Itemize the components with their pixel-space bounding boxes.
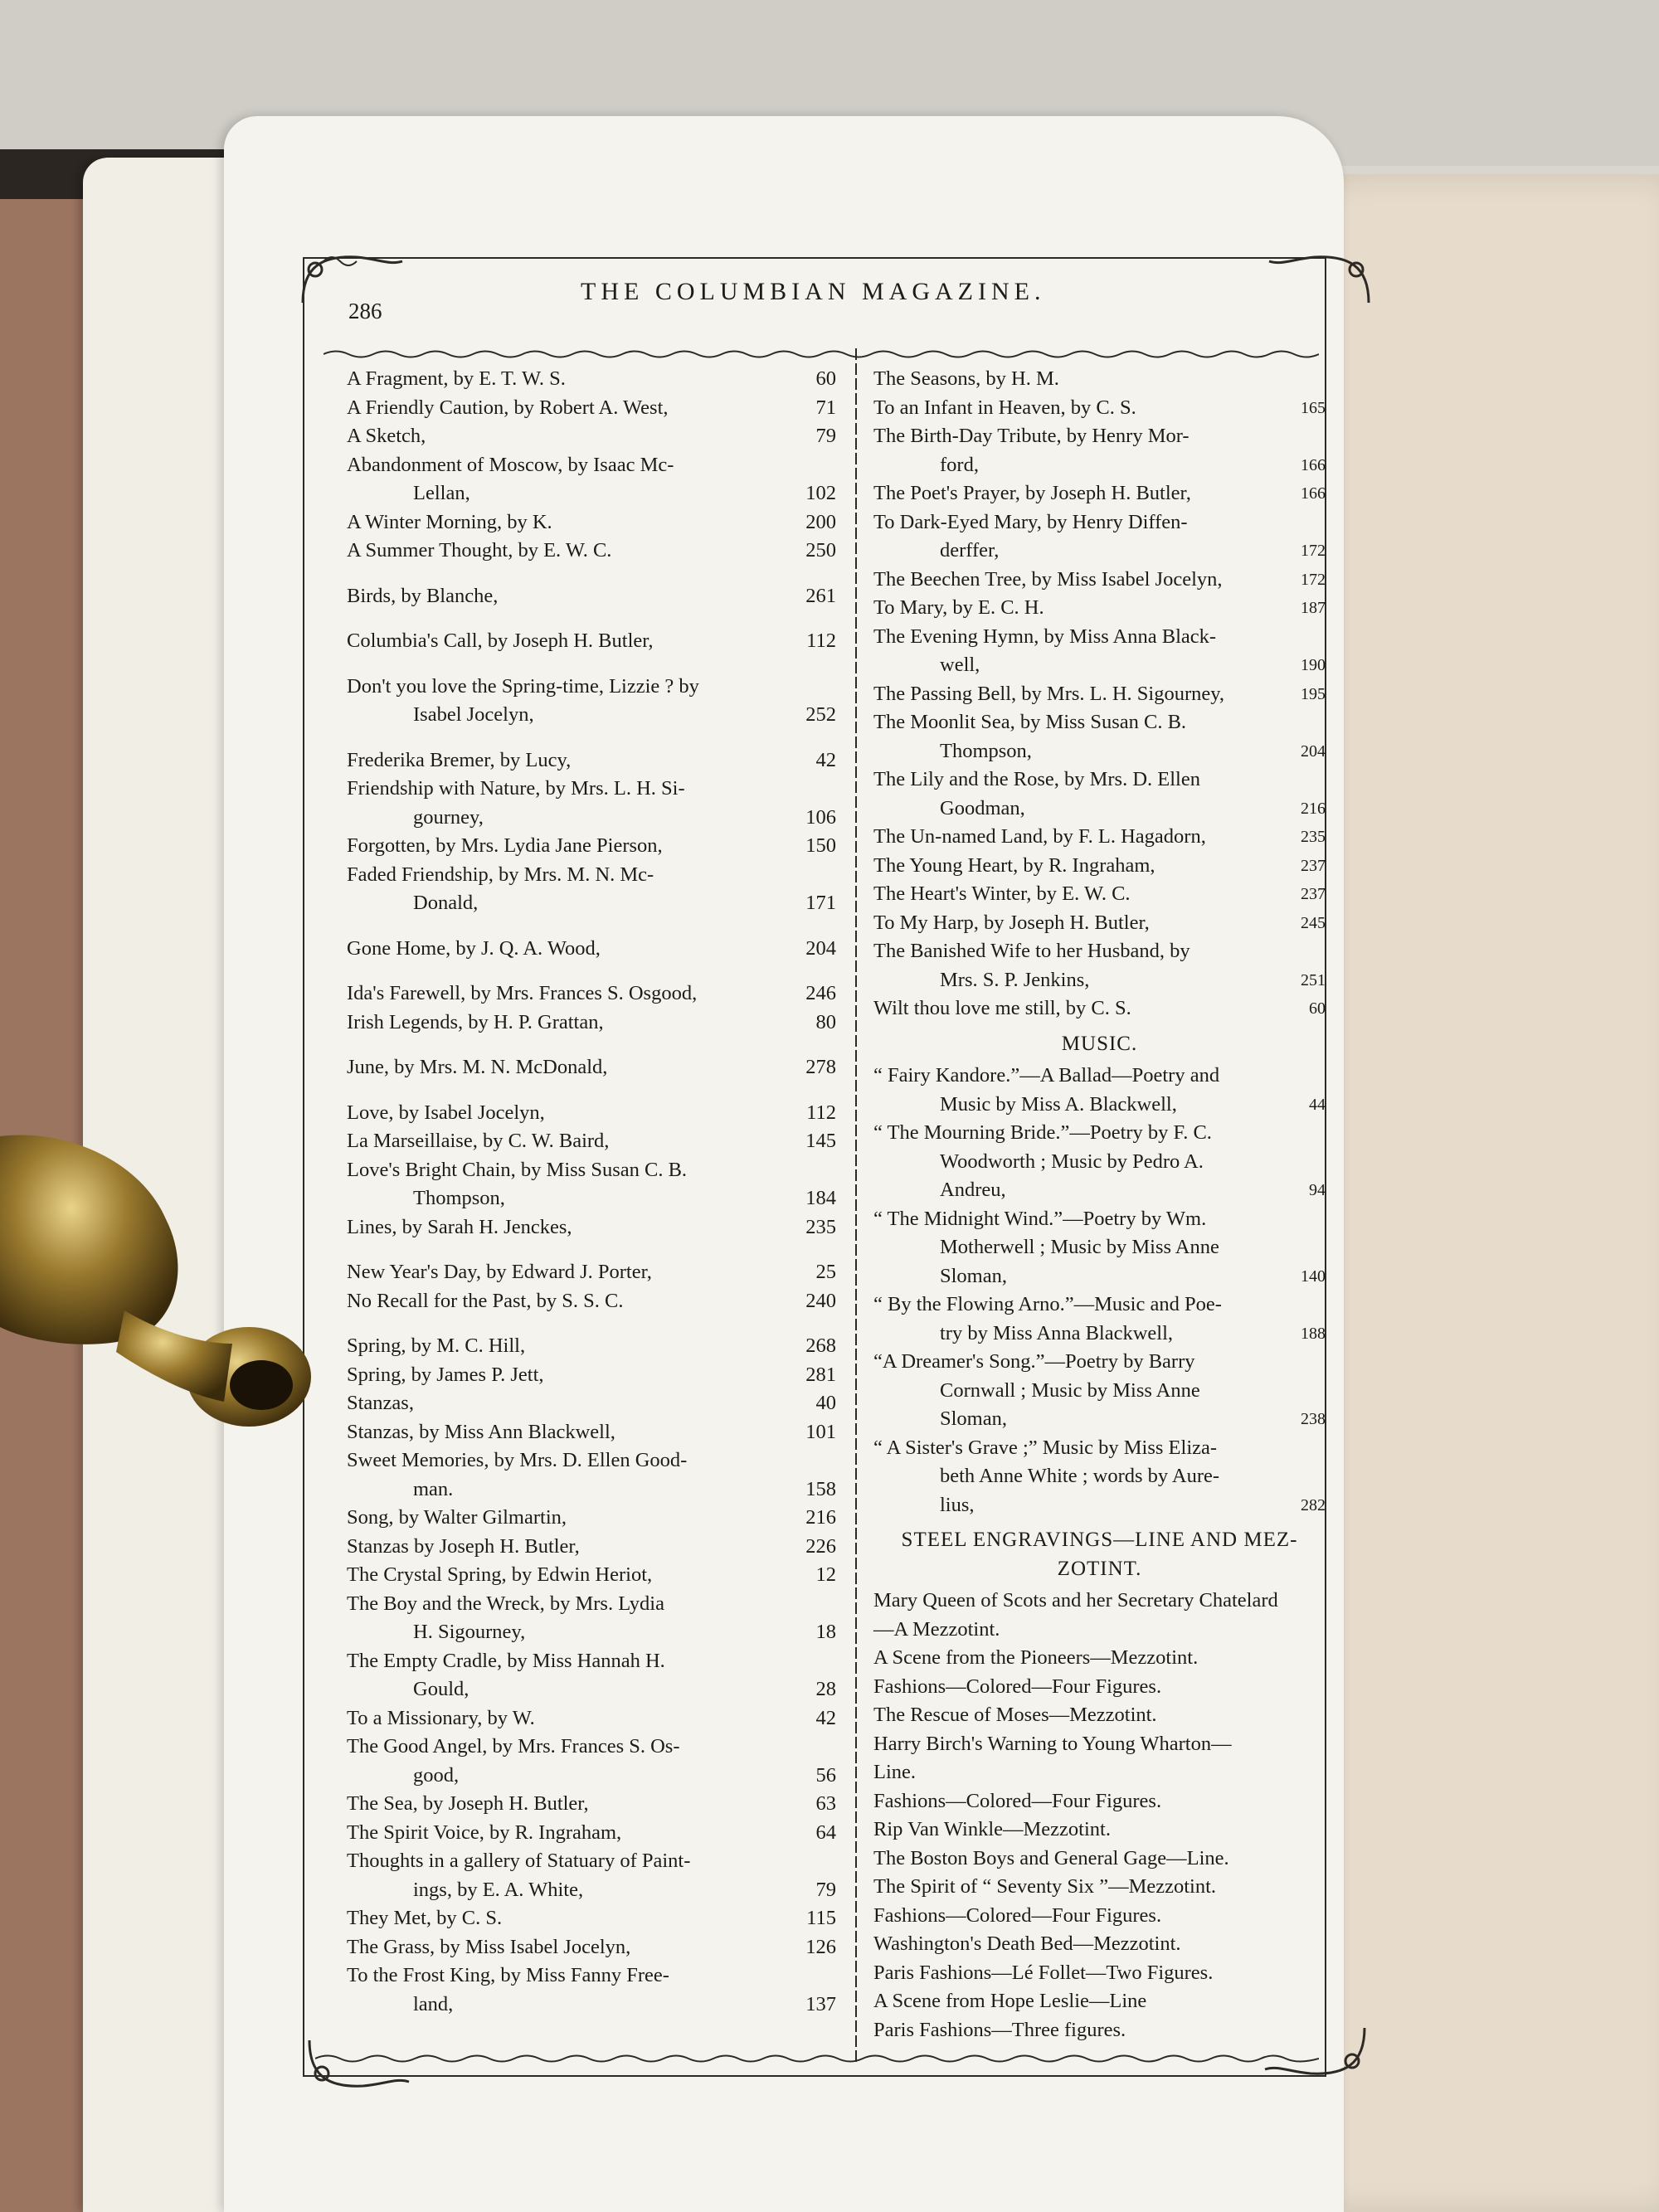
left-entry-page: 71: [815, 396, 836, 419]
left-entry-title: To a Missionary, by W.: [347, 1706, 535, 1729]
music-entry-page: 188: [1301, 1324, 1326, 1343]
music-entry-title: Cornwall ; Music by Miss Anne: [940, 1378, 1200, 1402]
left-entry-page: 60: [815, 367, 836, 390]
left-entry-title: A Fragment, by E. T. W. S.: [347, 367, 566, 390]
left-entry-title: Love, by Isabel Jocelyn,: [347, 1101, 545, 1124]
right-entry-title: ford,: [940, 453, 979, 476]
right-entry: [873, 852, 1326, 881]
left-entry-title: A Sketch,: [347, 425, 426, 447]
left-entry-title: The Boy and the Wreck, by Mrs. Lydia: [347, 1592, 664, 1615]
right-entry-title: To an Infant in Heaven, by C. S.: [873, 396, 1136, 419]
contents-column-right: [873, 365, 1326, 2044]
left-entry-page: 252: [805, 703, 836, 726]
left-entry: [347, 1213, 836, 1242]
left-entry: [347, 1156, 836, 1213]
left-entry-title: Abandonment of Moscow, by Isaac Mc-: [347, 453, 674, 476]
right-entry: [873, 508, 1326, 566]
left-entry-title: The Empty Cradle, by Miss Hannah H.: [347, 1649, 665, 1672]
right-entry-page: 235: [1301, 828, 1326, 846]
engraving-entry-title: Paris Fashions—Three figures.: [873, 2018, 1126, 2041]
left-entry-title: To the Frost King, by Miss Fanny Free-: [347, 1964, 669, 1986]
left-entry: [347, 1533, 836, 1562]
left-entry-title: ings, by E. A. White,: [413, 1878, 584, 1901]
left-entry-page: 126: [805, 1935, 836, 1958]
left-entry-page: 235: [805, 1215, 836, 1238]
right-entry: [873, 994, 1326, 1023]
right-entry-title: well,: [940, 654, 980, 676]
left-entry-page: 145: [805, 1130, 836, 1152]
right-entry-title: The Un-named Land, by F. L. Hagadorn,: [873, 825, 1206, 848]
left-entry-page: 250: [805, 539, 836, 562]
left-entry-page: 64: [815, 1821, 836, 1844]
left-entry: [347, 980, 836, 1009]
left-entry-title: Faded Friendship, by Mrs. M. N. Mc-: [347, 863, 654, 886]
music-entry: [873, 1291, 1326, 1348]
right-entry-page: 172: [1301, 542, 1326, 560]
music-entry-title: “ Fairy Kandore.”—A Ballad—Poetry and: [873, 1064, 1220, 1087]
music-entry-title: lius,: [940, 1493, 975, 1516]
right-entry-title: The Seasons, by H. M.: [873, 367, 1059, 390]
left-entry-title: Thompson,: [413, 1187, 505, 1209]
left-entry-title: No Recall for the Past, by S. S. C.: [347, 1289, 624, 1312]
engraving-entry: [873, 1987, 1326, 2016]
engraving-entry-title: Fashions—Colored—Four Figures.: [873, 1903, 1162, 1927]
left-entry-page: 42: [815, 748, 836, 771]
left-entry-title: Love's Bright Chain, by Miss Susan C. B.: [347, 1158, 688, 1181]
left-entry-page: 268: [805, 1334, 836, 1357]
left-entry: [347, 1647, 836, 1704]
left-entry-title: Isabel Jocelyn,: [413, 703, 534, 726]
right-entry-title: derffer,: [940, 539, 1000, 562]
left-entry-title: Stanzas, by Miss Ann Blackwell,: [347, 1420, 615, 1443]
engraving-entry: [873, 1673, 1326, 1702]
left-entry: [347, 746, 836, 775]
right-entry: [873, 623, 1326, 680]
right-entry-title: The Banished Wife to her Husband, by: [873, 940, 1190, 962]
music-entry: [873, 1119, 1326, 1205]
left-entry: [347, 1733, 836, 1790]
music-entry-page: 140: [1301, 1266, 1326, 1286]
right-entry-title: To My Harp, by Joseph H. Butler,: [873, 911, 1150, 934]
engraving-entry-title: —A Mezzotint.: [873, 1617, 1000, 1641]
music-entry-title: Sloman,: [940, 1264, 1007, 1287]
engravings-entries: [873, 1587, 1326, 2044]
right-entry: [873, 880, 1326, 909]
engraving-entry: [873, 2016, 1326, 2045]
corner-ornament-top-right-icon: [1265, 249, 1373, 307]
left-entry-title: H. Sigourney,: [413, 1621, 526, 1643]
left-entry-title: The Good Angel, by Mrs. Frances S. Os-: [347, 1735, 680, 1757]
left-entry-page: 18: [815, 1621, 836, 1643]
left-entry-title: June, by Mrs. M. N. McDonald,: [347, 1056, 608, 1078]
engraving-entry: [873, 1959, 1326, 1988]
left-entry-title: They Met, by C. S.: [347, 1907, 503, 1929]
left-entry-title: land,: [413, 1992, 454, 2015]
left-entry: [347, 1127, 836, 1156]
column-divider: [850, 348, 862, 2065]
left-entry-page: 106: [805, 805, 836, 829]
left-entry-page: 79: [815, 425, 836, 447]
left-entry-page: 79: [815, 1878, 836, 1901]
left-entry-title: Columbia's Call, by Joseph H. Butler,: [347, 630, 654, 652]
music-entries: [873, 1062, 1326, 1519]
left-entry-page: 200: [805, 510, 836, 533]
right-entry: [873, 422, 1326, 479]
right-entry: [873, 394, 1326, 423]
left-entry-page: 112: [806, 630, 836, 652]
music-entry-page: 238: [1301, 1410, 1326, 1428]
left-entry-page: 171: [805, 892, 836, 914]
left-entry-title: The Spirit Voice, by R. Ingraham,: [347, 1821, 622, 1844]
engraving-entry: [873, 1587, 1326, 1644]
left-entry-page: 137: [805, 1992, 836, 2015]
left-entry-title: Friendship with Nature, by Mrs. L. H. Si-: [347, 777, 685, 800]
right-entry-title: To Dark-Eyed Mary, by Henry Diffen-: [873, 510, 1188, 533]
right-entry: [873, 594, 1326, 623]
left-entry: [347, 537, 836, 566]
left-entry: [347, 1418, 836, 1447]
music-entry-title: “ A Sister's Grave ;” Music by Miss Eliza-: [873, 1436, 1218, 1459]
engraving-entry: [873, 1730, 1326, 1787]
left-entry-page: 102: [805, 482, 836, 504]
engraving-entry: [873, 1873, 1326, 1902]
left-entry-page: 281: [805, 1363, 836, 1386]
poetry-entries: [873, 365, 1326, 1023]
left-entry: [347, 1287, 836, 1316]
left-entry-title: good,: [413, 1763, 460, 1787]
right-entry-page: 172: [1301, 570, 1326, 589]
right-entry: [873, 566, 1326, 595]
footer-rule: [315, 2053, 1319, 2064]
engravings-heading-line: STEEL ENGRAVINGS—LINE AND MEZ-: [901, 1529, 1298, 1551]
left-entry-page: 42: [815, 1706, 836, 1729]
left-entry-title: Birds, by Blanche,: [347, 584, 499, 607]
engraving-entry: [873, 1701, 1326, 1730]
music-entry-title: “ By the Flowing Arno.”—Music and Poe-: [873, 1293, 1222, 1315]
left-entry-title: Lellan,: [413, 482, 470, 504]
left-entry: [347, 1790, 836, 1819]
engraving-entry-title: A Scene from the Pioneers—Mezzotint.: [873, 1646, 1199, 1669]
left-entry: [347, 1332, 836, 1361]
engraving-entry-title: Washington's Death Bed—Mezzotint.: [873, 1932, 1181, 1955]
left-entry: [347, 1446, 836, 1504]
right-entry: [873, 365, 1326, 394]
right-entry-title: Wilt thou love me still, by C. S.: [873, 997, 1131, 1019]
right-entry-title: The Passing Bell, by Mrs. L. H. Sigourney,: [873, 682, 1225, 705]
right-entry-title: The Birth-Day Tribute, by Henry Mor-: [873, 425, 1190, 447]
music-entry: [873, 1348, 1326, 1434]
right-entry: [873, 766, 1326, 823]
right-entry-page: 204: [1301, 741, 1326, 761]
engraving-entry: [873, 1902, 1326, 1931]
left-entry: [347, 775, 836, 832]
engraving-entry-title: Fashions—Colored—Four Figures.: [873, 1675, 1162, 1698]
left-entry-page: 80: [815, 1010, 836, 1033]
left-entry: [347, 422, 836, 451]
left-entry-title: Don't you love the Spring-time, Lizzie ? by: [347, 674, 699, 698]
left-entry-title: Ida's Farewell, by Mrs. Frances S. Osgood,: [347, 982, 698, 1004]
left-entry-title: The Sea, by Joseph H. Butler,: [347, 1792, 589, 1815]
engraving-entry-title: A Scene from Hope Leslie—Line: [873, 1990, 1147, 2012]
left-entry-title: Frederika Bremer, by Lucy,: [347, 748, 572, 771]
right-entry-title: Mrs. S. P. Jenkins,: [940, 968, 1090, 991]
right-entry: [873, 823, 1326, 852]
left-entry: [347, 451, 836, 508]
left-entry-page: 158: [805, 1477, 836, 1500]
engravings-heading: [873, 1526, 1326, 1583]
left-entry: [347, 1053, 836, 1082]
engraving-entry: [873, 1930, 1326, 1959]
right-entry-page: 60: [1309, 999, 1326, 1018]
right-entry-title: The Moonlit Sea, by Miss Susan C. B.: [873, 711, 1187, 733]
left-entry-title: Gould,: [413, 1678, 469, 1700]
left-entry-title: Sweet Memories, by Mrs. D. Ellen Good-: [347, 1449, 688, 1471]
right-entry-page: 166: [1301, 484, 1326, 503]
left-entry-title: Spring, by M. C. Hill,: [347, 1334, 526, 1357]
music-entry-title: Sloman,: [940, 1407, 1007, 1430]
contents-column-left: [347, 365, 836, 2019]
right-entry-title: The Heart's Winter, by E. W. C.: [873, 882, 1131, 905]
left-entry-title: Stanzas by Joseph H. Butler,: [347, 1534, 580, 1558]
left-entry-page: 101: [805, 1420, 836, 1443]
running-title: THE COLUMBIAN MAGAZINE.: [581, 278, 1046, 305]
left-entry-title: Stanzas,: [347, 1392, 414, 1414]
music-entry-title: “ The Midnight Wind.”—Poetry by Wm.: [873, 1207, 1207, 1230]
right-entry-page: 237: [1301, 885, 1326, 903]
right-entry-title: The Evening Hymn, by Miss Anna Black-: [873, 625, 1217, 648]
left-entry: [347, 627, 836, 656]
left-entry-page: 63: [815, 1792, 836, 1815]
engraving-entry-title: Mary Queen of Scots and her Secretary Chatelard: [873, 1589, 1278, 1612]
left-entry-title: La Marseillaise, by C. W. Baird,: [347, 1130, 610, 1152]
engraving-entry-title: The Boston Boys and General Gage—Line.: [873, 1846, 1229, 1869]
left-entry-title: The Grass, by Miss Isabel Jocelyn,: [347, 1935, 631, 1958]
left-entry: [347, 365, 836, 394]
left-entry-page: 278: [805, 1056, 836, 1078]
left-entry-title: New Year's Day, by Edward J. Porter,: [347, 1261, 652, 1283]
right-entry-title: The Poet's Prayer, by Joseph H. Butler,: [873, 482, 1191, 504]
engraving-entry-title: Fashions—Colored—Four Figures.: [873, 1789, 1162, 1812]
right-entry: [873, 680, 1326, 709]
left-entry-title: Irish Legends, by H. P. Grattan,: [347, 1010, 604, 1033]
left-entry-page: 216: [805, 1506, 836, 1529]
left-entry: [347, 1847, 836, 1904]
music-entry-title: “A Dreamer's Song.”—Poetry by Barry: [873, 1350, 1195, 1373]
music-entry: [873, 1205, 1326, 1291]
music-entry-page: 94: [1309, 1181, 1326, 1199]
left-entry: [347, 832, 836, 861]
left-entry-title: Donald,: [413, 892, 479, 914]
left-entry-page: 184: [805, 1187, 836, 1209]
music-entry-page: 282: [1301, 1495, 1326, 1514]
right-entry-page: 251: [1301, 970, 1326, 989]
engraving-entry: [873, 1845, 1326, 1874]
right-entry-page: 195: [1301, 684, 1326, 703]
left-entry-page: 150: [805, 834, 836, 857]
engravings-heading-line: ZOTINT.: [1057, 1557, 1142, 1580]
right-entry-title: To Mary, by E. C. H.: [873, 596, 1044, 619]
left-entry-title: A Winter Morning, by K.: [347, 510, 552, 533]
left-entry-title: Song, by Walter Gilmartin,: [347, 1506, 567, 1529]
left-entry: [347, 1389, 836, 1418]
engraving-entry-title: Harry Birch's Warning to Young Wharton—: [873, 1732, 1232, 1755]
left-entry: [347, 1819, 836, 1848]
left-entry-page: 112: [806, 1101, 836, 1124]
right-entry-page: 245: [1301, 913, 1326, 932]
engraving-entry: [873, 1816, 1326, 1845]
left-entry: [347, 1009, 836, 1038]
engraving-entry-title: The Rescue of Moses—Mezzotint.: [873, 1704, 1157, 1726]
left-entry: [347, 1561, 836, 1590]
left-entry-page: 12: [815, 1563, 836, 1586]
music-entry-title: try by Miss Anna Blackwell,: [940, 1321, 1174, 1344]
engraving-entry-title: Rip Van Winkle—Mezzotint.: [873, 1818, 1111, 1840]
music-entry-title: “ The Mourning Bride.”—Poetry by F. C.: [873, 1121, 1212, 1144]
engraving-entry-title: The Spirit of “ Seventy Six ”—Mezzotint.: [873, 1875, 1217, 1898]
left-entry-page: 40: [815, 1392, 836, 1414]
engraving-entry: [873, 1644, 1326, 1673]
left-entry: [347, 1962, 836, 2019]
engraving-entry-title: Line.: [873, 1761, 917, 1783]
left-entry-page: 204: [805, 936, 836, 960]
left-entry: [347, 1704, 836, 1733]
engraving-entry: [873, 1787, 1326, 1816]
left-entry-title: Thoughts in a gallery of Statuary of Paint-: [347, 1850, 691, 1872]
right-entry: [873, 708, 1326, 766]
left-entry: [347, 1933, 836, 1962]
music-entry: [873, 1062, 1326, 1119]
left-entry: [347, 1099, 836, 1128]
left-entry-title: The Crystal Spring, by Edwin Heriot,: [347, 1563, 653, 1586]
right-entry: [873, 479, 1326, 508]
right-entry-title: The Young Heart, by R. Ingraham,: [873, 853, 1155, 877]
right-entry-page: 190: [1301, 656, 1326, 674]
music-entry-page: 44: [1309, 1095, 1326, 1114]
left-entry: [347, 935, 836, 964]
engraving-entry-title: Paris Fashions—Lé Follet—Two Figures.: [873, 1961, 1214, 1984]
right-entry-page: 165: [1301, 398, 1326, 417]
left-entry: [347, 1504, 836, 1533]
left-entry-title: gourney,: [413, 805, 484, 829]
right-entry-page: 166: [1301, 455, 1326, 474]
corner-ornament-bottom-left-icon: [305, 2036, 413, 2094]
left-entry-title: Forgotten, by Mrs. Lydia Jane Pierson,: [347, 834, 663, 857]
left-entry: [347, 508, 836, 537]
left-entry: [347, 394, 836, 423]
left-entry-page: 56: [815, 1763, 836, 1787]
left-entry-title: Lines, by Sarah H. Jenckes,: [347, 1215, 572, 1238]
right-entry-title: The Lily and the Rose, by Mrs. D. Ellen: [873, 768, 1200, 790]
left-entry-page: 261: [805, 584, 836, 607]
music-entry-title: Woodworth ; Music by Pedro A.: [940, 1150, 1204, 1173]
music-entry-title: Motherwell ; Music by Miss Anne: [940, 1236, 1219, 1258]
left-entry: [347, 1904, 836, 1933]
right-entry-title: Goodman,: [940, 796, 1025, 819]
left-entry: [347, 1590, 836, 1647]
left-entry-page: 115: [806, 1907, 836, 1929]
right-entry-page: 216: [1301, 799, 1326, 818]
music-entry-title: Andreu,: [940, 1179, 1006, 1201]
left-entry-title: Gone Home, by J. Q. A. Wood,: [347, 936, 601, 960]
left-entry-page: 226: [805, 1534, 836, 1558]
right-entry-title: The Beechen Tree, by Miss Isabel Jocelyn,: [873, 567, 1223, 591]
page-number: 286: [348, 299, 382, 323]
music-entry-title: Music by Miss A. Blackwell,: [940, 1092, 1177, 1116]
right-entry: [873, 937, 1326, 994]
brass-finial: [0, 1128, 315, 1443]
header-rule: [324, 348, 1319, 360]
left-entry-page: 28: [815, 1678, 836, 1700]
left-entry-page: 25: [815, 1261, 836, 1283]
right-entry-page: 237: [1301, 856, 1326, 875]
left-entry-title: A Summer Thought, by E. W. C.: [347, 539, 612, 562]
left-entry-title: Spring, by James P. Jett,: [347, 1363, 544, 1386]
left-entry-page: 246: [805, 982, 836, 1004]
right-entry: [873, 909, 1326, 938]
left-entry-page: 240: [805, 1289, 836, 1312]
left-entry: [347, 673, 836, 730]
music-heading: MUSIC.: [1061, 1032, 1138, 1055]
right-entry-page: 187: [1301, 599, 1326, 617]
music-entry-title: beth Anne White ; words by Aure-: [940, 1465, 1220, 1487]
left-entry: [347, 1361, 836, 1390]
left-entry: [347, 582, 836, 611]
music-entry: [873, 1434, 1326, 1520]
facing-page: [1294, 174, 1659, 2212]
right-entry-title: Thompson,: [940, 739, 1032, 762]
left-entry: [347, 861, 836, 918]
left-entry-title: A Friendly Caution, by Robert A. West,: [347, 396, 669, 419]
left-entry-title: man.: [413, 1477, 454, 1500]
left-entry: [347, 1258, 836, 1287]
